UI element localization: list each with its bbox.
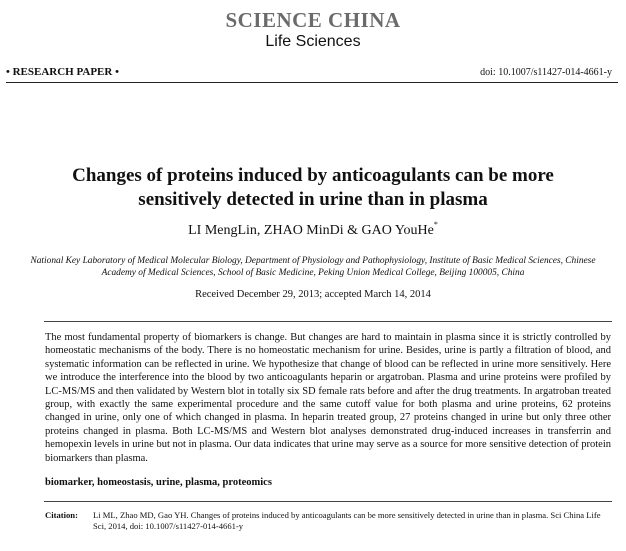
paper-title: Changes of proteins induced by anticoagulants can be more sensitively detected in urine than in plasma [72, 165, 554, 210]
abstract-bottom-divider [44, 501, 612, 502]
journal-title: SCIENCE CHINA [225, 8, 401, 32]
corresponding-author-mark: * [433, 220, 438, 229]
author-list [0, 220, 626, 239]
article-type-label: • RESEARCH PAPER • [6, 66, 119, 78]
keywords: biomarker, homeostasis, urine, plasma, proteomics [45, 477, 272, 488]
journal-subtitle: Life Sciences [265, 33, 361, 50]
header-divider [6, 82, 618, 83]
affiliation: National Key Laboratory of Medical Molecular Biology, Department of Physiology and Pathophysiology, Institute of Basic Medical Sciences, Chinese Academy of Medical Sciences, School of Basic Medicine, Peking Union Medical College, Beijing 100005, China [30, 256, 596, 278]
abstract-top-divider [44, 321, 612, 322]
citation-label: Citation: [45, 510, 78, 520]
abstract-text: The most fundamental property of biomarkers is change. But changes are hard to maintain in plasma since it is strictly controlled by homeostatic mechanisms of the body. There is no homeostatic mechanism for urine. Besides, urine is partly a filtration of blood, and systematic information can be reflected in urine. We hypothesize that change of blood can be reflected in urine more sensitively. Here we introduce the interference into the blood by two anticoagulants heparin or argatroban. Plasma and urine proteins were profiled by LC-MS/MS and then validated by Western blot in totally six SD female rats before and after the drug treatments. In argatroban treated group, with exactly the same experimental procedure and the same cutoff value for both plasma and urine proteins, 62 proteins changed in urine, only one of which changed in plasma. In heparin treated group, 27 proteins changed in urine but only three other proteins changed in plasma. Both LC-MS/MS and Western blot analyses demonstrated drug-induced increases in transferrin and hemopexin levels in urine but not in plasma. Our data indicates that urine may serve as a source for more sensitive detection of protein biomarkers than plasma. [45, 332, 611, 464]
citation-text: Li ML, Zhao MD, Gao YH. Changes of proteins induced by anticoagulants can be more sensitively detected in urine than in plasma. Sci China Life Sci, 2014, doi: 10.1007/s11427-014-4661-y [93, 510, 601, 531]
doi-text: doi: 10.1007/s11427-014-4661-y [480, 67, 612, 78]
received-dates: Received December 29, 2013; accepted March 14, 2014 [195, 289, 431, 300]
author-names: LI MengLin, ZHAO MinDi & GAO YouHe [188, 223, 434, 238]
